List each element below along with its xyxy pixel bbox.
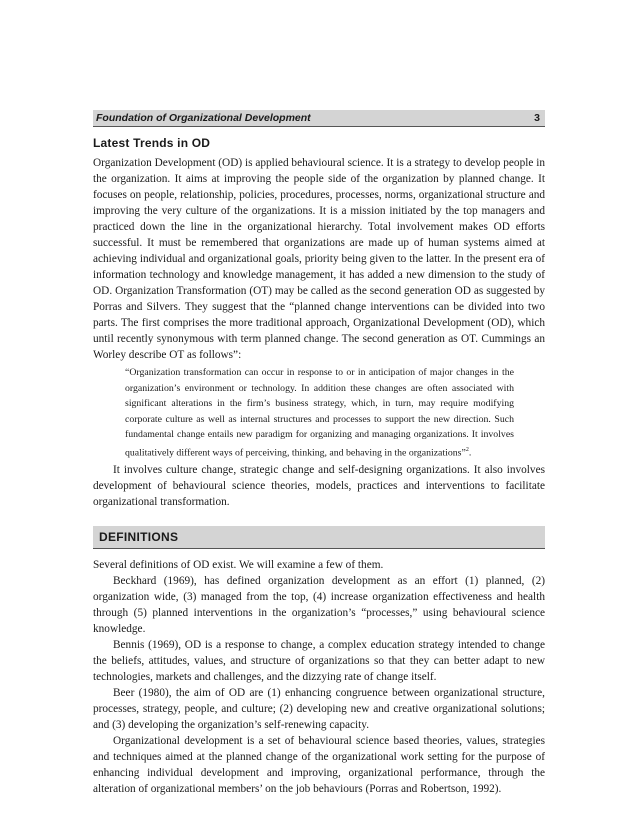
quote-text: “Organization transformation can occur in response to or in anticipation of major changes in the organization’s environment or technology. In addition these changes are often associated with significant alterations in the firm’s business strategy, which, in turn, may require modifying corporate culture as well as internal structures and processes to support the new direction. Such fundamental change entails new paradigm for organizing and managing organizations. It involves qualitatively different ways of perceiving, thinking, and behaving in the organizations”: [125, 367, 514, 458]
quote-end: .: [468, 446, 472, 458]
section-heading-latest-trends: Latest Trends in OD: [93, 136, 211, 150]
running-head: [93, 110, 545, 127]
running-head-title: Foundation of Organizational Development: [96, 112, 311, 124]
paragraph-trends-2: It involves culture change, strategic change and self-designing organizations. It also involves development of behavioural science theories, models, practices and interventions to facilitate organizational transformation.: [93, 464, 545, 509]
paragraph-beer: Beer (1980), the aim of OD are (1) enhancing congruence between organizational structure, processes, strategy, people, and culture; (2) developing new and creative organizational solutions; and (3) developing the organization’s self-renewing capacity.: [93, 687, 545, 732]
section-heading-definitions: DEFINITIONS: [93, 526, 545, 549]
page: [93, 110, 545, 797]
paragraph-bennis: Bennis (1969), OD is a response to change, a complex education strategy intended to change the beliefs, attitudes, values, and structure of organizations so that they can better adapt to new technologies, markets and challenges, and the dizzying rate of change itself.: [93, 639, 545, 684]
paragraph-trends-1: Organization Development (OD) is applied behavioural science. It is a strategy to develop people in the organization. It aims at improving the people side of the organization by planned change. It focuses on people, relationship, policies, procedures, processes, norms, organizational structure and improving the very culture of the organizations. It is a mission initiated by the top managers and practiced down the line in the organizational hierarchy. Total involvement makes OD efforts successful. It must be remembered that organizations are made up of human systems aimed at achieving individual and organizational goals, priority being given to the latter. In the present era of information technology and knowledge management, it has added a new dimension to the study of OD. Organization Transformation (OT) may be called as the second generation OD as suggested by Porras and Silvers. They suggest that the “planned change interventions can be divided into two parts. The first comprises the more traditional approach, Organizational Development (OD), which until recently synonymous with term planned change. The second generation as OT. Cummings an Worley describe OT as follows”:: [93, 157, 545, 361]
paragraph-definitions-intro: Several definitions of OD exist. We will examine a few of them.: [93, 559, 384, 572]
paragraph-porras: Organizational development is a set of behavioural science based theories, values, strategies and techniques aimed at the planned change of the organizational work setting for the purpose of enhancing individual development and improving, organizational performance, through the alteration of organizational members’ on the job behaviours (Porras and Robertson, 1992).: [93, 735, 545, 796]
paragraph-beckhard: Beckhard (1969), has defined organization development as an effort (1) planned, (2) organization wide, (3) managed from the top, (4) increase organization effectiveness and health through (5) planned interventions in the organization’s “processes,” using behavioural science knowledge.: [93, 575, 545, 636]
footnote-reference: 2: [465, 446, 469, 453]
page-number: 3: [534, 112, 540, 124]
block-quote: [125, 365, 514, 460]
